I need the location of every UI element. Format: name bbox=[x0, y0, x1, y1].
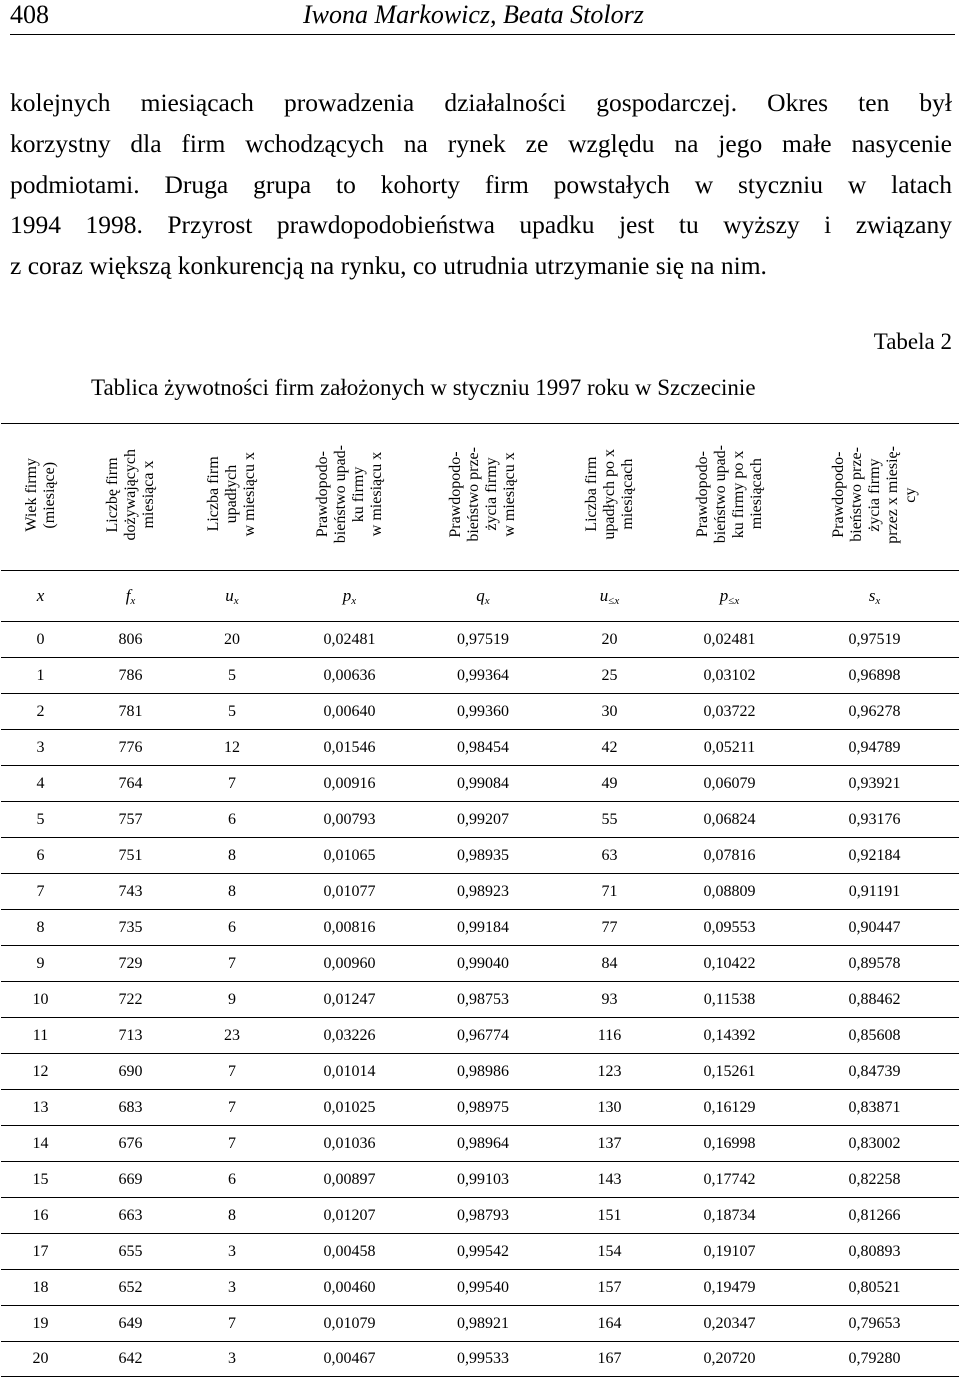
table-cell: 0,00636 bbox=[283, 658, 416, 694]
table-cell: 0,11538 bbox=[669, 982, 790, 1018]
table-cell: 0,96278 bbox=[790, 694, 959, 730]
table-cell: 0,98454 bbox=[416, 730, 550, 766]
table-cell: 20 bbox=[1, 1342, 80, 1377]
paragraph-line: 1994 1998. Przyrost prawdopodobieństwa upadku jest tu wyższy i związany bbox=[10, 210, 952, 240]
table-cell: 0,98964 bbox=[416, 1126, 550, 1162]
table-cell: 676 bbox=[80, 1126, 181, 1162]
symbol-subscript: x bbox=[233, 594, 239, 607]
page-number: 408 bbox=[10, 0, 49, 29]
table-cell: 0,98921 bbox=[416, 1306, 550, 1342]
table-row bbox=[1, 658, 959, 694]
table-cell: 0,99533 bbox=[416, 1342, 550, 1377]
table-cell: 8 bbox=[1, 910, 80, 946]
table-cell: 5 bbox=[181, 658, 283, 694]
table-cell: 0,79280 bbox=[790, 1342, 959, 1377]
symbol-subscript: x bbox=[351, 594, 357, 607]
table-cell: 0,20347 bbox=[669, 1306, 790, 1342]
table-cell: 84 bbox=[550, 946, 669, 982]
table-cell: 6 bbox=[1, 838, 80, 874]
table-cell: 0,98975 bbox=[416, 1090, 550, 1126]
column-symbol bbox=[1, 571, 80, 622]
table-cell: 0,09553 bbox=[669, 910, 790, 946]
table-cell: 0,00458 bbox=[283, 1234, 416, 1270]
life-table bbox=[1, 423, 959, 1377]
table-cell: 0,88462 bbox=[790, 982, 959, 1018]
table-cell: 0,91191 bbox=[790, 874, 959, 910]
table-cell: 0 bbox=[1, 622, 80, 658]
table-cell: 0,10422 bbox=[669, 946, 790, 982]
table-cell: 0,15261 bbox=[669, 1054, 790, 1090]
symbol-base: p bbox=[342, 585, 352, 605]
table-cell: 154 bbox=[550, 1234, 669, 1270]
table-cell: 0,79653 bbox=[790, 1306, 959, 1342]
table-cell: 0,99364 bbox=[416, 658, 550, 694]
column-symbol bbox=[80, 571, 181, 622]
table-cell: 0,00467 bbox=[283, 1342, 416, 1377]
table-cell: 0,99184 bbox=[416, 910, 550, 946]
table-cell: 0,80893 bbox=[790, 1234, 959, 1270]
table-cell: 0,99103 bbox=[416, 1162, 550, 1198]
column-symbol bbox=[416, 571, 550, 622]
table-cell: 4 bbox=[1, 766, 80, 802]
column-header bbox=[181, 424, 283, 571]
table-cell: 0,06079 bbox=[669, 766, 790, 802]
table-cell: 16 bbox=[1, 1198, 80, 1234]
symbol-base: u bbox=[225, 585, 234, 605]
table-cell: 0,99542 bbox=[416, 1234, 550, 1270]
column-header-label: Prawdopodo- bieństwo upad- ku firmy w miesiącu x bbox=[313, 445, 385, 544]
table-cell: 0,19479 bbox=[669, 1270, 790, 1306]
column-header-label: Liczba firm upadłych po x miesiącach bbox=[582, 449, 636, 540]
table-cell: 5 bbox=[1, 802, 80, 838]
table-cell: 751 bbox=[80, 838, 181, 874]
table-cell: 3 bbox=[1, 730, 80, 766]
table-cell: 20 bbox=[550, 622, 669, 658]
paragraph-line: korzystny dla firm wchodzących na rynek ze względu na jego małe nasycenie bbox=[10, 128, 952, 158]
table-cell: 18 bbox=[1, 1270, 80, 1306]
table-cell: 0,83871 bbox=[790, 1090, 959, 1126]
table-cell: 0,08809 bbox=[669, 874, 790, 910]
running-header bbox=[10, 0, 955, 35]
table-cell: 130 bbox=[550, 1090, 669, 1126]
column-symbol bbox=[181, 571, 283, 622]
table-cell: 0,02481 bbox=[283, 622, 416, 658]
table-cell: 0,18734 bbox=[669, 1198, 790, 1234]
table-cell: 0,98923 bbox=[416, 874, 550, 910]
column-header bbox=[669, 424, 790, 571]
table-cell: 722 bbox=[80, 982, 181, 1018]
symbol-base: u bbox=[599, 585, 609, 605]
table-row bbox=[1, 1306, 959, 1342]
table-cell: 8 bbox=[181, 874, 283, 910]
symbol-base: p bbox=[719, 585, 729, 605]
table-cell: 669 bbox=[80, 1162, 181, 1198]
table-cell: 7 bbox=[181, 766, 283, 802]
table-cell: 3 bbox=[181, 1270, 283, 1306]
table-cell: 3 bbox=[181, 1342, 283, 1377]
table-row bbox=[1, 1054, 959, 1090]
table-label: Tabela 2 bbox=[873, 329, 952, 354]
table-cell: 12 bbox=[1, 1054, 80, 1090]
table-cell: 0,17742 bbox=[669, 1162, 790, 1198]
paragraph-line: kolejnych miesiącach prowadzenia działalności gospodarczej. Okres ten był bbox=[10, 88, 952, 117]
table-cell: 0,01014 bbox=[283, 1054, 416, 1090]
table-cell: 7 bbox=[181, 1126, 283, 1162]
symbol-subscript: x bbox=[484, 594, 490, 607]
table-cell: 15 bbox=[1, 1162, 80, 1198]
table-cell: 0,00916 bbox=[283, 766, 416, 802]
symbol-base: x bbox=[36, 586, 45, 605]
column-header-label: Prawdopodo- bieństwo prze- życia firmy w miesiącu x bbox=[447, 447, 518, 542]
symbol-subscript: x bbox=[875, 594, 881, 607]
column-header-label: Liczbę firm dożywających miesiąca x bbox=[103, 448, 157, 541]
table-cell: 143 bbox=[550, 1162, 669, 1198]
table-title: Tablica żywotności firm założonych w styczniu 1997 roku w Szczecinie bbox=[91, 375, 756, 400]
table-cell: 0,99040 bbox=[416, 946, 550, 982]
table-cell: 0,01079 bbox=[283, 1306, 416, 1342]
table-cell: 63 bbox=[550, 838, 669, 874]
body-paragraph bbox=[10, 83, 952, 287]
table-cell: 5 bbox=[181, 694, 283, 730]
table-cell: 8 bbox=[181, 838, 283, 874]
symbol-subscript: x bbox=[130, 594, 136, 607]
table-cell: 652 bbox=[80, 1270, 181, 1306]
table-cell: 123 bbox=[550, 1054, 669, 1090]
column-header-label: Wiek firmy (miesiące) bbox=[22, 457, 58, 532]
table-cell: 0,98986 bbox=[416, 1054, 550, 1090]
table-cell: 0,05211 bbox=[669, 730, 790, 766]
table-cell: 642 bbox=[80, 1342, 181, 1377]
table-symbol-row bbox=[1, 571, 959, 622]
table-cell: 6 bbox=[181, 802, 283, 838]
table-row bbox=[1, 694, 959, 730]
table-cell: 0,01247 bbox=[283, 982, 416, 1018]
table-cell: 0,94789 bbox=[790, 730, 959, 766]
column-header bbox=[283, 424, 416, 571]
table-cell: 0,90447 bbox=[790, 910, 959, 946]
table-cell: 157 bbox=[550, 1270, 669, 1306]
column-symbol bbox=[790, 571, 959, 622]
table-cell: 13 bbox=[1, 1090, 80, 1126]
symbol-subscript: ≤x bbox=[608, 594, 620, 607]
table-cell: 0,84739 bbox=[790, 1054, 959, 1090]
column-header bbox=[80, 424, 181, 571]
table-cell: 806 bbox=[80, 622, 181, 658]
table-row bbox=[1, 766, 959, 802]
table-cell: 9 bbox=[1, 946, 80, 982]
table-cell: 0,00816 bbox=[283, 910, 416, 946]
table-cell: 0,06824 bbox=[669, 802, 790, 838]
table-cell: 781 bbox=[80, 694, 181, 730]
paragraph-line: podmiotami. Druga grupa to kohorty firm powstałych w styczniu w latach bbox=[10, 169, 952, 199]
table-cell: 713 bbox=[80, 1018, 181, 1054]
table-cell: 0,92184 bbox=[790, 838, 959, 874]
table-cell: 2 bbox=[1, 694, 80, 730]
table-cell: 0,99207 bbox=[416, 802, 550, 838]
table-cell: 7 bbox=[181, 1090, 283, 1126]
table-cell: 0,00897 bbox=[283, 1162, 416, 1198]
table-cell: 49 bbox=[550, 766, 669, 802]
table-cell: 655 bbox=[80, 1234, 181, 1270]
symbol-subscript: ≤x bbox=[728, 594, 740, 607]
table-cell: 0,93921 bbox=[790, 766, 959, 802]
table-cell: 0,16998 bbox=[669, 1126, 790, 1162]
table-cell: 757 bbox=[80, 802, 181, 838]
table-cell: 0,16129 bbox=[669, 1090, 790, 1126]
column-header-label: Prawdopodo- bieństwo prze- życia firmy przez x miesię- cy bbox=[829, 445, 919, 544]
table-cell: 0,97519 bbox=[790, 622, 959, 658]
table-cell: 0,98753 bbox=[416, 982, 550, 1018]
table-cell: 42 bbox=[550, 730, 669, 766]
column-symbol bbox=[283, 571, 416, 622]
table-cell: 8 bbox=[181, 1198, 283, 1234]
table-cell: 23 bbox=[181, 1018, 283, 1054]
column-header-label: Liczba firm upadłych w miesiącu x bbox=[205, 452, 258, 537]
table-cell: 0,01546 bbox=[283, 730, 416, 766]
table-cell: 0,99360 bbox=[416, 694, 550, 730]
table-cell: 0,02481 bbox=[669, 622, 790, 658]
table-header-row bbox=[1, 424, 959, 571]
table-row bbox=[1, 730, 959, 766]
table-cell: 0,07816 bbox=[669, 838, 790, 874]
table-cell: 9 bbox=[181, 982, 283, 1018]
table-cell: 690 bbox=[80, 1054, 181, 1090]
table-cell: 0,00460 bbox=[283, 1270, 416, 1306]
column-header bbox=[550, 424, 669, 571]
table-cell: 137 bbox=[550, 1126, 669, 1162]
table-cell: 0,01207 bbox=[283, 1198, 416, 1234]
table-cell: 735 bbox=[80, 910, 181, 946]
table-cell: 663 bbox=[80, 1198, 181, 1234]
table-cell: 0,82258 bbox=[790, 1162, 959, 1198]
table-cell: 743 bbox=[80, 874, 181, 910]
table-row bbox=[1, 1018, 959, 1054]
table-cell: 7 bbox=[1, 874, 80, 910]
column-header bbox=[790, 424, 959, 571]
column-header-label: Prawdopodo- bieństwo upad- ku firmy po x miesiącach bbox=[693, 445, 765, 544]
table-cell: 167 bbox=[550, 1342, 669, 1377]
table-cell: 10 bbox=[1, 982, 80, 1018]
table-cell: 776 bbox=[80, 730, 181, 766]
table-cell: 764 bbox=[80, 766, 181, 802]
table-cell: 786 bbox=[80, 658, 181, 694]
table-cell: 30 bbox=[550, 694, 669, 730]
table-cell: 116 bbox=[550, 1018, 669, 1054]
table-cell: 71 bbox=[550, 874, 669, 910]
table-cell: 0,98935 bbox=[416, 838, 550, 874]
table-cell: 0,96898 bbox=[790, 658, 959, 694]
table-cell: 0,98793 bbox=[416, 1198, 550, 1234]
table-cell: 0,99540 bbox=[416, 1270, 550, 1306]
table-cell: 0,14392 bbox=[669, 1018, 790, 1054]
table-cell: 0,80521 bbox=[790, 1270, 959, 1306]
table-cell: 20 bbox=[181, 622, 283, 658]
table-cell: 6 bbox=[181, 1162, 283, 1198]
table-cell: 93 bbox=[550, 982, 669, 1018]
table-cell: 0,01077 bbox=[283, 874, 416, 910]
table-cell: 0,96774 bbox=[416, 1018, 550, 1054]
running-header-authors: Iwona Markowicz, Beata Stolorz bbox=[303, 0, 644, 29]
table-cell: 55 bbox=[550, 802, 669, 838]
table-cell: 0,19107 bbox=[669, 1234, 790, 1270]
table-row bbox=[1, 1342, 959, 1377]
table-cell: 7 bbox=[181, 1054, 283, 1090]
column-symbol bbox=[669, 571, 790, 622]
table-cell: 164 bbox=[550, 1306, 669, 1342]
table-row bbox=[1, 802, 959, 838]
table-cell: 0,01065 bbox=[283, 838, 416, 874]
table-cell: 25 bbox=[550, 658, 669, 694]
table-cell: 0,20720 bbox=[669, 1342, 790, 1377]
table-row bbox=[1, 982, 959, 1018]
table-cell: 0,03102 bbox=[669, 658, 790, 694]
table-cell: 0,00960 bbox=[283, 946, 416, 982]
table-cell: 0,03722 bbox=[669, 694, 790, 730]
table-cell: 0,93176 bbox=[790, 802, 959, 838]
table-cell: 0,89578 bbox=[790, 946, 959, 982]
table-cell: 77 bbox=[550, 910, 669, 946]
table-body bbox=[1, 622, 959, 1377]
table-cell: 3 bbox=[181, 1234, 283, 1270]
column-symbol bbox=[550, 571, 669, 622]
table-row bbox=[1, 1198, 959, 1234]
table-cell: 0,00793 bbox=[283, 802, 416, 838]
column-header bbox=[1, 424, 80, 571]
table-row bbox=[1, 910, 959, 946]
symbol-base: f bbox=[125, 585, 131, 605]
table-cell: 683 bbox=[80, 1090, 181, 1126]
column-header bbox=[416, 424, 550, 571]
table-cell: 0,01036 bbox=[283, 1126, 416, 1162]
table-cell: 14 bbox=[1, 1126, 80, 1162]
table-cell: 0,83002 bbox=[790, 1126, 959, 1162]
table-cell: 649 bbox=[80, 1306, 181, 1342]
symbol-base: q bbox=[476, 585, 485, 605]
table-row bbox=[1, 1162, 959, 1198]
table-cell: 0,99084 bbox=[416, 766, 550, 802]
table-row bbox=[1, 1270, 959, 1306]
table-row bbox=[1, 1234, 959, 1270]
table-cell: 0,85608 bbox=[790, 1018, 959, 1054]
table-row bbox=[1, 946, 959, 982]
table-cell: 17 bbox=[1, 1234, 80, 1270]
table-cell: 0,01025 bbox=[283, 1090, 416, 1126]
table-cell: 0,97519 bbox=[416, 622, 550, 658]
table-cell: 0,03226 bbox=[283, 1018, 416, 1054]
table-cell: 7 bbox=[181, 1306, 283, 1342]
table-row bbox=[1, 622, 959, 658]
table-cell: 11 bbox=[1, 1018, 80, 1054]
table-cell: 729 bbox=[80, 946, 181, 982]
table-row bbox=[1, 838, 959, 874]
table-row bbox=[1, 1090, 959, 1126]
symbol-base: s bbox=[868, 585, 876, 605]
table-cell: 0,00640 bbox=[283, 694, 416, 730]
table-row bbox=[1, 874, 959, 910]
table-row bbox=[1, 1126, 959, 1162]
table-cell: 1 bbox=[1, 658, 80, 694]
paragraph-line: z coraz większą konkurencją na rynku, co utrudnia utrzymanie się na nim. bbox=[10, 251, 767, 281]
table-cell: 19 bbox=[1, 1306, 80, 1342]
table-cell: 7 bbox=[181, 946, 283, 982]
table-cell: 0,81266 bbox=[790, 1198, 959, 1234]
table-cell: 151 bbox=[550, 1198, 669, 1234]
table-cell: 6 bbox=[181, 910, 283, 946]
table-cell: 12 bbox=[181, 730, 283, 766]
